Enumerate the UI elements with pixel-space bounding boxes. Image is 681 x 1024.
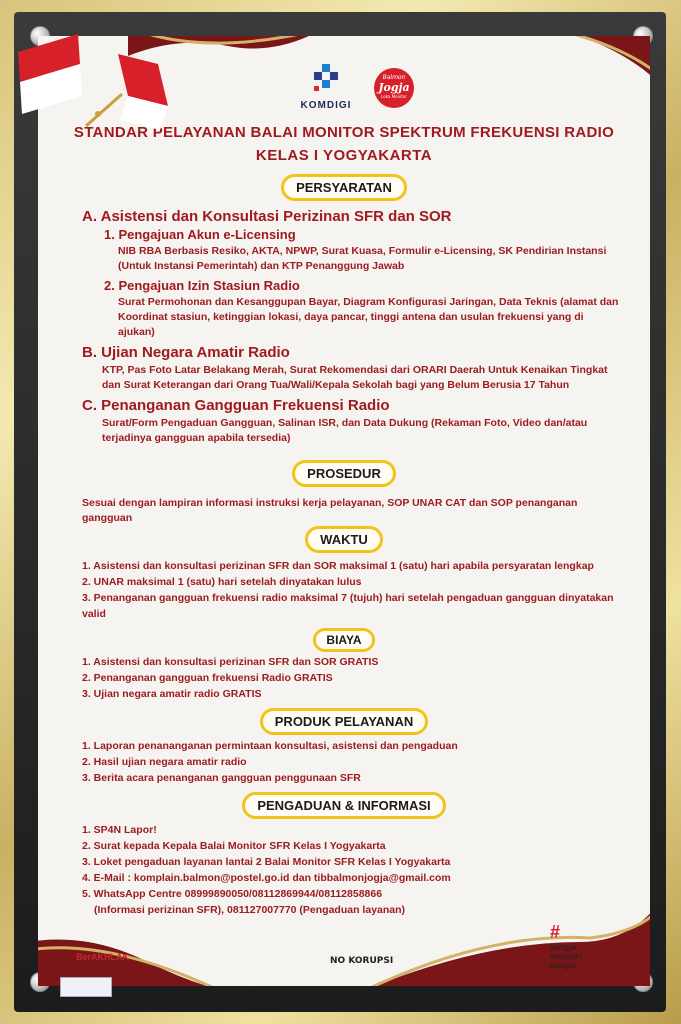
balmon-jogja-logo — [374, 68, 414, 108]
section-a1-body: NIB RBA Berbasis Resiko, AKTA, NPWP, Surat Kuasa, Formulir e-Licensing, SK Pendirian Instansi (Untuk Instansi Pemerintah) dan KTP Penanggung Jawab — [118, 245, 607, 272]
berakhlak-logo: BerAKHLAK — [76, 952, 130, 962]
section-a1-title: 1. Pengajuan Akun e-Licensing — [104, 227, 296, 242]
section-label-persyaratan: PERSYARATAN — [281, 174, 407, 201]
komdigi-logo — [286, 64, 366, 111]
bangga-line-3: bangsa — [550, 961, 577, 970]
section-b-body: KTP, Pas Foto Latar Belakang Merah, Surat Rekomendasi dari ORARI Daerah Untuk Kenaikan Tingkat dan Surat Keterangan dari Orang Tua/Wali/Kepala Sekolah bagi yang Belum Berusia 17 Tahun — [102, 364, 608, 391]
pengaduan-list — [82, 822, 622, 918]
section-a-title: A. Asistensi dan Konsultasi Perizinan SFR dan SOR — [82, 208, 452, 225]
list-item: 1. SP4N Lapor! — [82, 824, 157, 836]
section-a2-body: Surat Permohonan dan Kesanggupan Bayar, Diagram Konfigurasi Jaringan, Data Teknis (alamat dan Koordinat stasiun, ketinggian lokasi, daya pancar, tinggi antena dan usulan frekuensi yang di ajukan) — [118, 296, 619, 338]
list-item: 3. Ujian negara amatir radio GRATIS — [82, 688, 262, 700]
hashtag-icon: # — [550, 922, 561, 942]
inventory-sticker — [60, 977, 112, 997]
prosedur-body: Sesuai dengan lampiran informasi instruksi kerja pelayanan, SOP UNAR CAT dan SOP penanganan gangguan — [82, 497, 578, 524]
list-item: 2. UNAR maksimal 1 (satu) hari setelah dinyatakan lulus — [82, 576, 362, 588]
produk-list — [82, 738, 622, 786]
section-label-produk: PRODUK PELAYANAN — [260, 708, 428, 735]
section-b-title: B. Ujian Negara Amatir Radio — [82, 344, 290, 361]
section-a2-title: 2. Pengajuan Izin Stasiun Radio — [104, 278, 300, 293]
prosedur-section — [82, 496, 622, 526]
section-label-pengaduan: PENGADUAN & INFORMASI — [242, 792, 445, 819]
section-label-waktu: WAKTU — [305, 526, 383, 553]
section-label-biaya: BIAYA — [313, 628, 374, 652]
list-item: 2. Surat kepada Kepala Balai Monitor SFR Kelas I Yogyakarta — [82, 840, 386, 852]
title-line-2: KELAS I YOGYAKARTA — [255, 147, 433, 164]
indonesian-flag-icon — [18, 34, 168, 134]
list-item: 3. Berita acara penanganan gangguan penggunaan SFR — [82, 772, 361, 784]
section-label-prosedur: PROSEDUR — [292, 460, 396, 487]
service-standard-poster — [38, 36, 650, 986]
list-item: 1. Laporan penananganan permintaan konsultasi, asistensi dan pengaduan — [82, 740, 458, 752]
balmon-logo-top: Balmon — [382, 74, 406, 81]
list-item: 5. WhatsApp Centre 08999890050/08112869944/08112858866 — [82, 888, 383, 900]
list-item: 2. Penanganan gangguan frekuensi Radio GRATIS — [82, 672, 333, 684]
balmon-logo-bot: Loka Monitor — [381, 94, 407, 99]
title-line-1: STANDAR PELAYANAN BALAI MONITOR SPEKTRUM FREKUENSI RADIO — [73, 124, 615, 141]
waktu-list — [82, 558, 622, 622]
no-korupsi-logo: NO KORUPSI — [330, 956, 394, 966]
bangga-melayani-bangsa-logo — [550, 921, 582, 970]
list-item: 3. Loket pengaduan layanan lantai 2 Balai Monitor SFR Kelas I Yogyakarta — [82, 856, 451, 868]
persyaratan-section — [82, 208, 622, 446]
komdigi-mark-icon — [309, 64, 343, 94]
list-item: 4. E-Mail : komplain.balmon@postel.go.id dan tibbalmonjogja@gmail.com — [82, 872, 451, 884]
bangga-line-1: bangga — [550, 943, 577, 952]
section-c-body: Surat/Form Pengaduan Gangguan, Salinan ISR, dan Data Dukung (Rekaman Foto, Video dan/atau terjadinya gangguan apabila tersedia) — [102, 417, 588, 444]
bangga-line-2: melayani — [550, 952, 583, 961]
list-item: 3. Penanganan gangguan frekuensi radio maksimal 7 (tujuh) hari setelah pengaduan gangguan dinyatakan valid — [82, 592, 614, 620]
biaya-list — [82, 654, 622, 702]
balmon-logo-mid: Jogja — [378, 81, 410, 94]
list-item: (Informasi perizinan SFR), 081127007770 (Pengaduan layanan) — [94, 904, 406, 916]
section-c-title: C. Penanganan Gangguan Frekuensi Radio — [82, 397, 390, 414]
list-item: 2. Hasil ujian negara amatir radio — [82, 756, 247, 768]
komdigi-label: KOMDIGI — [300, 100, 352, 111]
list-item: 1. Asistensi dan konsultasi perizinan SFR dan SOR maksimal 1 (satu) hari apabila persyaratan lengkap — [82, 560, 594, 572]
list-item: 1. Asistensi dan konsultasi perizinan SFR dan SOR GRATIS — [82, 656, 379, 668]
